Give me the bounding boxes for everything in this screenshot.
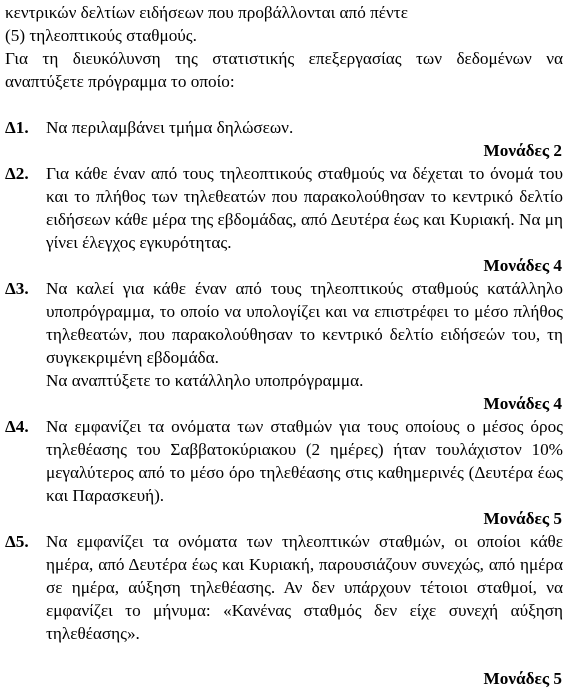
question-d1 [5, 116, 563, 139]
question-d2 [5, 162, 563, 254]
question-number: Δ1. [5, 118, 29, 137]
question-paragraph: Να περιλαμβάνει τμήμα δηλώσεων. [46, 118, 294, 137]
question-number: Δ3. [5, 279, 29, 298]
points-label: Μονάδες 5 [483, 509, 562, 528]
question-text [46, 277, 563, 392]
points-label: Μονάδες 5 [483, 669, 562, 688]
question-d3 [5, 277, 563, 392]
question-paragraph: Να καλεί για κάθε έναν από τους τηλεοπτικούς σταθμούς κατάλληλο υποπρόγραμμα, το οποίο να υπολογίζει και να επιστρέφει το μέσο πλήθος τηλεθεατών, που παρακολούθησαν το κεντρικό δελτίο ειδήσεών του, τη συγκεκριμένη εβδομάδα. [46, 279, 563, 367]
intro-paragraph: Για τη διευκόλυνση της στατιστικής επεξεργασίας των δεδομένων να αναπτύξετε πρόγραμμα το οποίο: [5, 49, 563, 91]
question-number: Δ2. [5, 164, 29, 183]
question-text [46, 415, 563, 507]
intro-line-2: (5) τηλεοπτικούς σταθμούς. [5, 26, 197, 45]
question-number: Δ4. [5, 417, 29, 436]
question-text [46, 530, 563, 645]
question-text [46, 162, 563, 254]
intro-section [5, 1, 563, 93]
question-d4 [5, 415, 563, 507]
question-paragraph: Να εμφανίζει τα ονόματα των τηλεοπτικών σταθμών, οι οποίοι κάθε ημέρα, από Δευτέρα έως και Κυριακή, παρουσιάζουν συνεχώς, από ημέρα σε ημέρα, αύξηση τηλεθέασης. Αν δεν υπάρχουν τέτοιοι σταθμοί, να εμφανίζει το μήνυμα: «Κανένας σταθμός δεν είχε συνεχή αύξηση τηλεθέασης». [46, 532, 563, 643]
question-number: Δ5. [5, 532, 29, 551]
points-label: Μονάδες 2 [483, 141, 562, 160]
question-paragraph: Για κάθε έναν από τους τηλεοπτικούς σταθμούς να δέχεται το όνομά του και το πλήθος των τηλεθεατών που παρακολούθησαν το κεντρικό δελτίο ειδήσεων κάθε μέρα της εβδομάδας, από Δευτέρα έως και Κυριακή. Να μη γίνει έλεγχος εγκυρότητας. [46, 164, 563, 252]
question-text [46, 116, 563, 139]
points-label: Μονάδες 4 [483, 256, 562, 275]
points-label: Μονάδες 4 [483, 394, 562, 413]
question-paragraph: Να εμφανίζει τα ονόματα των σταθμών για τους οποίους ο μέσος όρος τηλεθέασης του Σαββατοκύριακου (2 ημέρες) ήταν τουλάχιστον 10% μεγαλύτερος από το μέσο όρο τηλεθέασης στις καθημερινές (Δευτέρα έως και Παρασκευή). [46, 417, 563, 505]
question-paragraph: Να αναπτύξετε το κατάλληλο υποπρόγραμμα. [46, 371, 364, 390]
question-d5 [5, 530, 563, 645]
intro-line-1: κεντρικών δελτίων ειδήσεων που προβάλλονται από πέντε [5, 3, 408, 22]
